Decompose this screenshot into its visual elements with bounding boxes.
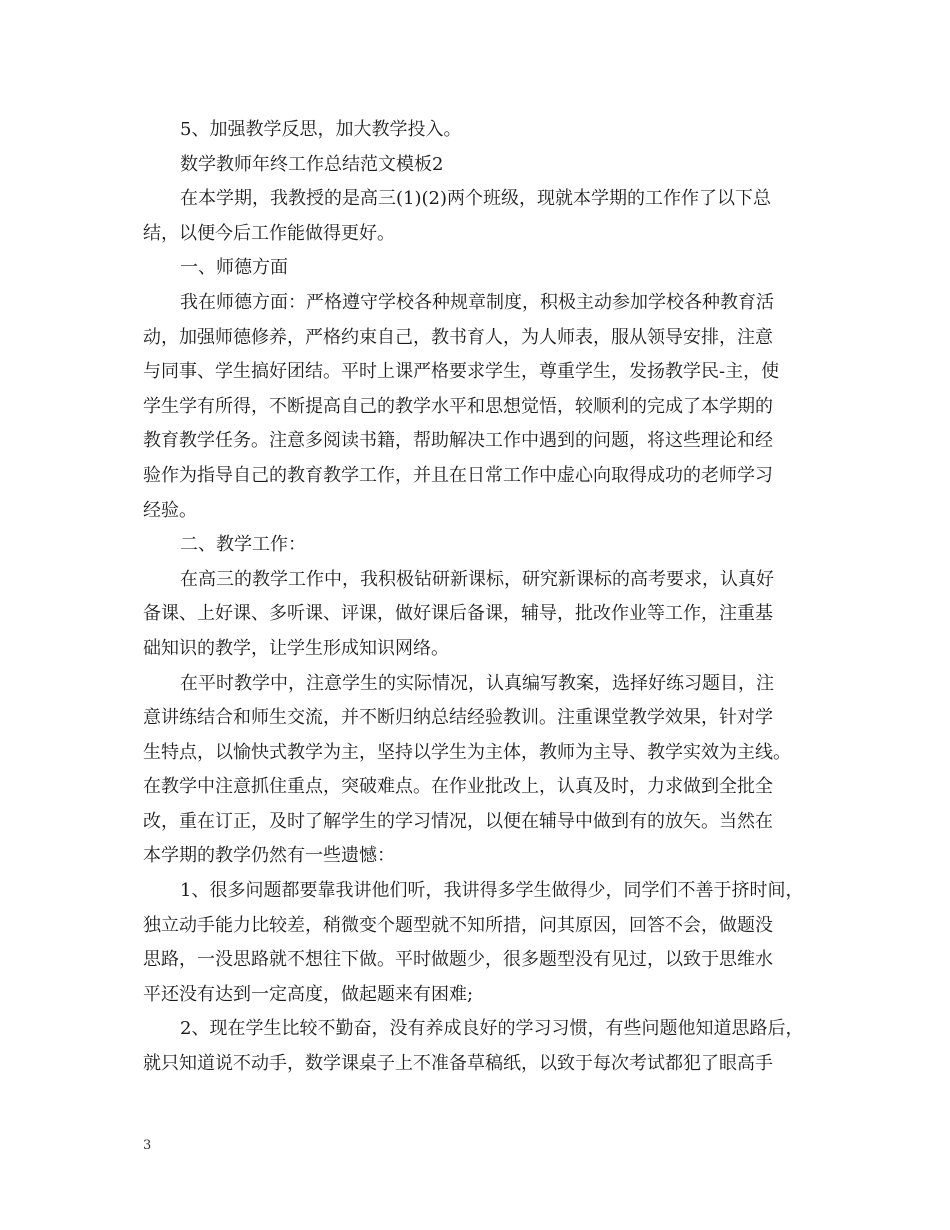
text-line: 5、加强教学反思，加大教学投入。 [180,119,462,140]
document-body [143,113,805,1082]
text-line: 备课、上好课、多听课、评课，做好课后备课，辅导，批改作业等工作，注重基 [143,603,773,625]
text-line: 1、很多问题都要靠我讲他们听，我讲得多学生做得少，同学们不善于挤时间， [180,880,804,902]
text-line: 数学教师年终工作总结范文模板2 [180,153,444,175]
text-line: 本学期的教学仍然有一些遗憾： [143,845,395,867]
text-line: 教育教学任务。注意多阅读书籍，帮助解决工作中遇到的问题，将这些理论和经 [143,430,773,452]
page-number: 3 [143,1138,152,1153]
text-line: 意讲练结合和师生交流，并不断归纳总结经验教训。注重课堂教学效果，针对学 [143,707,773,729]
text-line: 就只知道说不动手，数学课桌子上不准备草稿纸，以致于每次考试都犯了眼高手 [143,1053,773,1075]
text-line: 平还没有达到一定高度，做起题来有困难; [143,983,474,1005]
text-line: 学生学有所得，不断提高自己的教学水平和思想觉悟，较顺利的完成了本学期的 [143,395,773,417]
text-line: 础知识的教学，让学生形成知识网络。 [143,637,449,659]
text-line: 结，以便今后工作能做得更好。 [143,222,395,244]
text-line: 改，重在订正，及时了解学生的学习情况，以便在辅导中做到有的放矢。当然在 [143,810,773,832]
text-line: 在高三的教学工作中，我积极钻研新课标，研究新课标的高考要求，认真好 [180,568,774,590]
text-line: 验作为指导自己的教育教学工作，并且在日常工作中虚心向取得成功的老师学习 [143,464,773,486]
text-line: 思路，一没思路就不想往下做。平时做题少，很多题型没有见过，以致于思维水 [143,949,773,971]
text-line: 经验。 [143,499,197,521]
text-line: 在平时教学中，注意学生的实际情况，认真编写教案，选择好练习题目，注 [180,672,774,694]
text-line: 在本学期，我教授的是高三(1)(2)两个班级，现就本学期的工作作了以下总 [180,188,771,210]
text-line: 2、现在学生比较不勤奋，没有养成良好的学习习惯，有些问题他知道思路后， [180,1018,804,1040]
text-line: 动，加强师德修养，严格约束自己，教书育人，为人师表，服从领导安排，注意 [143,326,773,348]
text-line: 生特点，以愉快式教学为主，坚持以学生为主体，教师为主导、教学实效为主线。 [143,741,791,763]
text-line: 独立动手能力比较差，稍微变个题型就不知所措，问其原因，回答不会，做题没 [143,914,773,936]
text-line: 二、教学工作： [180,534,306,556]
text-line: 在教学中注意抓住重点，突破难点。在作业批改上，认真及时，力求做到全批全 [143,776,773,798]
text-line: 一、师德方面 [180,257,288,279]
text-line: 与同事、学生搞好团结。平时上课严格要求学生，尊重学生，发扬教学民-主，使 [143,361,780,383]
text-line: 我在师德方面：严格遵守学校各种规章制度，积极主动参加学校各种教育活 [180,291,774,313]
